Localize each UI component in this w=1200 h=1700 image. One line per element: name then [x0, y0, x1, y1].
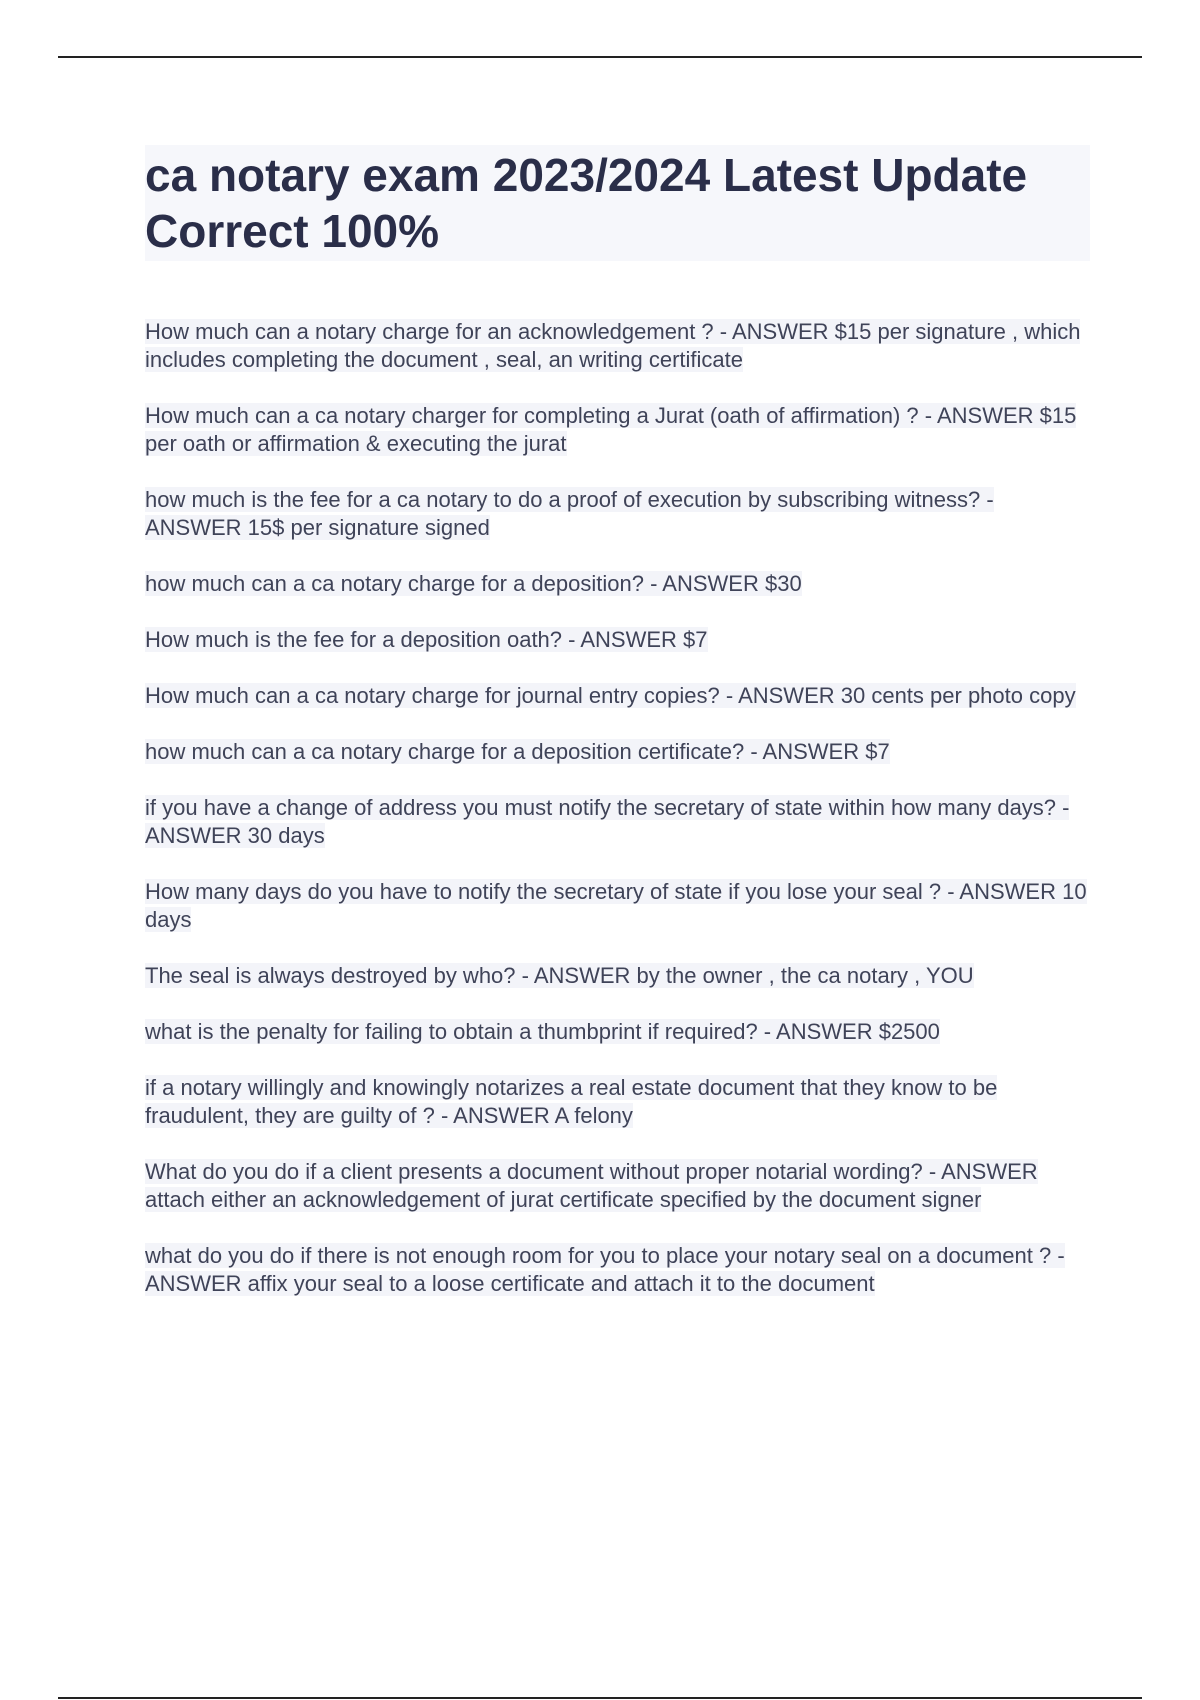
- qa-item: [145, 1074, 1090, 1130]
- qa-item: [145, 318, 1090, 374]
- qa-list: [145, 318, 1090, 1298]
- qa-text: what is the penalty for failing to obtain a thumbprint if required? - ANSWER $2500: [145, 1019, 940, 1044]
- qa-item: [145, 682, 1090, 710]
- qa-item: [145, 738, 1090, 766]
- qa-item: [145, 878, 1090, 934]
- qa-text: How many days do you have to notify the secretary of state if you lose your seal ? - ANSWER 10 days: [145, 879, 1087, 932]
- qa-item: [145, 570, 1090, 598]
- qa-text: How much is the fee for a deposition oath? - ANSWER $7: [145, 627, 708, 652]
- qa-text: how much can a ca notary charge for a deposition? - ANSWER $30: [145, 571, 802, 596]
- top-rule: [58, 56, 1142, 58]
- qa-text: What do you do if a client presents a document without proper notarial wording? - ANSWER attach either an acknowledgement of jurat certificate specified by the document signer: [145, 1159, 1038, 1212]
- document-body: [145, 145, 1090, 1326]
- qa-item: [145, 486, 1090, 542]
- qa-item: [145, 626, 1090, 654]
- qa-text: how much is the fee for a ca notary to do a proof of execution by subscribing witness? - ANSWER 15$ per signature signed: [145, 487, 994, 540]
- qa-item: [145, 1018, 1090, 1046]
- qa-text: what do you do if there is not enough room for you to place your notary seal on a document ? - ANSWER affix your seal to a loose certificate and attach it to the document: [145, 1243, 1065, 1296]
- qa-text: if you have a change of address you must notify the secretary of state within how many days? - ANSWER 30 days: [145, 795, 1070, 848]
- qa-text: how much can a ca notary charge for a deposition certificate? - ANSWER $7: [145, 739, 890, 764]
- qa-item: [145, 402, 1090, 458]
- qa-item: [145, 962, 1090, 990]
- qa-text: How much can a ca notary charge for journal entry copies? - ANSWER 30 cents per photo copy: [145, 683, 1076, 708]
- qa-item: [145, 794, 1090, 850]
- qa-text: The seal is always destroyed by who? - ANSWER by the owner , the ca notary , YOU: [145, 963, 974, 988]
- qa-text: if a notary willingly and knowingly notarizes a real estate document that they know to be fraudulent, they are guilty of ? - ANSWER A felony: [145, 1075, 998, 1128]
- qa-item: [145, 1242, 1090, 1298]
- document-title: ca notary exam 2023/2024 Latest Update Correct 100%: [145, 145, 1090, 261]
- qa-text: How much can a notary charge for an acknowledgement ? - ANSWER $15 per signature , which includes completing the document , seal, an writing certificate: [145, 319, 1081, 372]
- qa-text: How much can a ca notary charger for completing a Jurat (oath of affirmation) ? - ANSWER $15 per oath or affirmation & executing the jurat: [145, 403, 1077, 456]
- qa-item: [145, 1158, 1090, 1214]
- bottom-rule: [58, 1697, 1142, 1699]
